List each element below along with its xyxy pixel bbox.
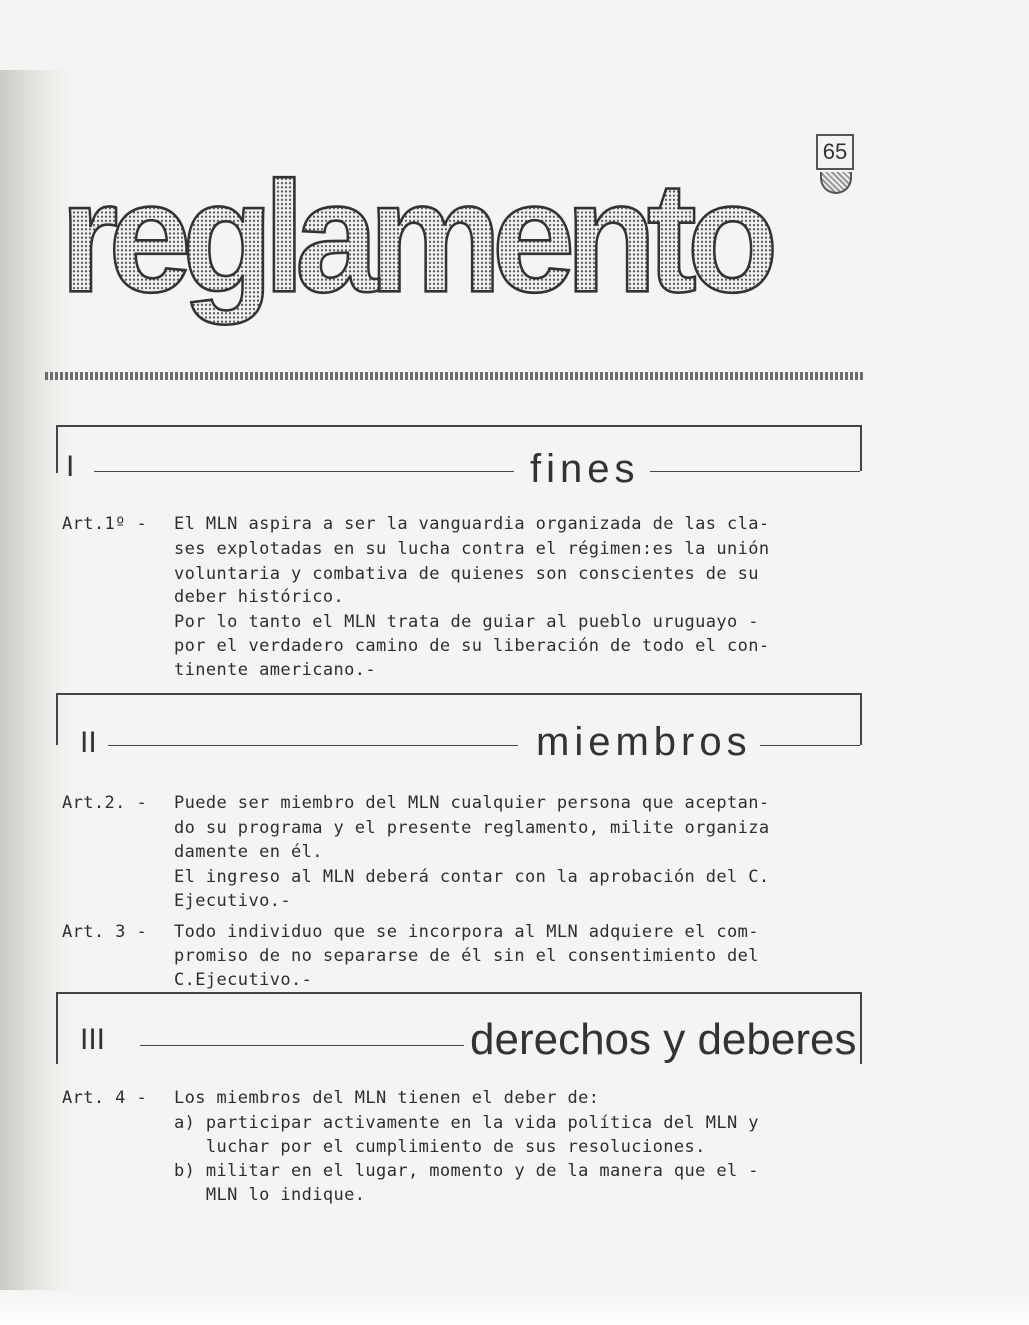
section-title: fines	[530, 447, 640, 491]
article-line: voluntaria y combativa de quienes son conscientes de su	[174, 564, 759, 584]
section-rule	[94, 471, 514, 472]
scan-shadow-bottom	[0, 1290, 1029, 1325]
section-number: III	[80, 1023, 106, 1056]
section-rule	[650, 471, 860, 472]
article-label: Art. 4 -	[62, 1088, 148, 1108]
article-line: a) participar activamente en la vida política del MLN y	[174, 1113, 759, 1133]
decorative-rule	[45, 372, 865, 380]
article-line: tinente americano.-	[174, 660, 377, 680]
article-line: por el verdadero camino de su liberación de todo el con-	[174, 636, 770, 656]
section-frame-left	[56, 992, 58, 1064]
section-number: I	[66, 450, 75, 483]
article-line: Puede ser miembro del MLN cualquier persona que aceptan-	[174, 793, 770, 813]
section-rule	[108, 745, 518, 746]
section-title: derechos y deberes	[470, 1015, 857, 1064]
article-line: MLN lo indique.	[174, 1185, 366, 1205]
page-number: 65	[816, 134, 854, 170]
article-label: Art. 3 -	[62, 922, 148, 942]
section-frame-fines	[56, 425, 862, 471]
section-title: miembros	[536, 720, 752, 764]
svg-text:reglamento: reglamento	[60, 148, 769, 326]
article-line: El MLN aspira a ser la vanguardia organizada de las cla-	[174, 514, 770, 534]
article-line: C.Ejecutivo.-	[174, 970, 313, 990]
article-line: Ejecutivo.-	[174, 891, 291, 911]
article-line: b) militar en el lugar, momento y de la manera que el -	[174, 1161, 759, 1181]
article-line: deber histórico.	[174, 587, 345, 607]
article-line: damente en él.	[174, 842, 323, 862]
article-line: Por lo tanto el MLN trata de guiar al pueblo uruguayo -	[174, 612, 759, 632]
section-frame-left	[56, 693, 58, 745]
article-label: Art.2. -	[62, 793, 148, 813]
section-rule	[760, 745, 860, 746]
article-label: Art.1º -	[62, 514, 148, 534]
section-frame-left	[56, 425, 58, 473]
article-line: El ingreso al MLN deberá contar con la aprobación del C.	[174, 867, 770, 887]
article-line: ses explotadas en su lucha contra el régimen:es la unión	[174, 539, 770, 559]
article-line: Todo individuo que se incorpora al MLN adquiere el com-	[174, 922, 759, 942]
article-line: luchar por el cumplimiento de sus resoluciones.	[174, 1137, 706, 1157]
article-line: promiso de no separarse de él sin el consentimiento del	[174, 946, 759, 966]
seal-icon	[820, 172, 852, 194]
article-line: do su programa y el presente reglamento, milite organiza	[174, 818, 770, 838]
article-line: Los miembros del MLN tienen el deber de:	[174, 1088, 600, 1108]
section-rule	[140, 1045, 464, 1046]
reglamento-logo	[60, 148, 769, 350]
section-number: II	[80, 726, 97, 759]
